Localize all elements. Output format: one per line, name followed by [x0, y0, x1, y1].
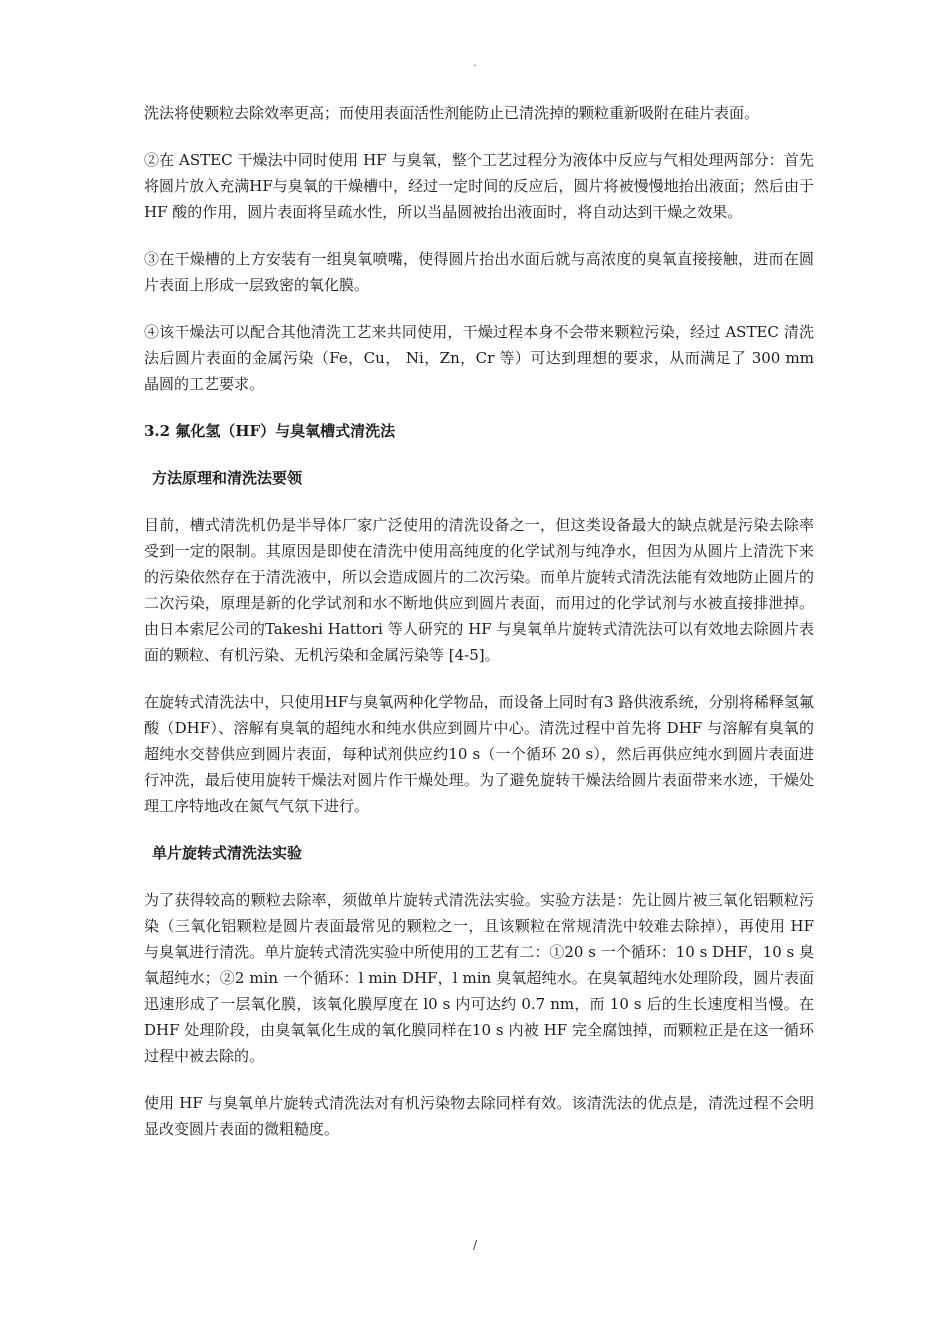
- section-heading-3-2: 3.2 氟化氢（HF）与臭氧槽式清洗法: [144, 422, 396, 440]
- header-mark: .: [473, 58, 477, 69]
- paragraph-2: ②在 ASTEC 干燥法中同时使用 HF 与臭氧，整个工艺过程分为液体中反应与气相处理两部分：首先将圆片放入充满HF与臭氧的干燥槽中，经过一定时间的反应后，圆片将被慢慢地抬出液面；然后由于HF 酸的作用，圆片表面将呈疏水性，所以当晶圆被抬出液面时，将自动达到干燥之效果。: [144, 151, 814, 221]
- paragraph-3: ③在干燥槽的上方安装有一组臭氧喷嘴，使得圆片抬出水面后就与高浓度的臭氧直接接触，进而在圆片表面上形成一层致密的氧化膜。: [144, 250, 814, 294]
- footer-mark: /: [472, 1238, 478, 1252]
- paragraph-1: 洗法将使颗粒去除效率更高；而使用表面活性剂能防止已清洗掉的颗粒重新吸附在硅片表面。: [144, 104, 760, 122]
- document-body: [144, 100, 814, 1163]
- paragraph-7: 为了获得较高的颗粒去除率，须做单片旋转式清洗法实验。实验方法是：先让圆片被三氧化铝颗粒污染（三氧化铝颗粒是圆片表面最常见的颗粒之一，且该颗粒在常规清洗中较难去除掉），再使用 HF 与臭氧进行清洗。单片旋转式清洗实验中所使用的工艺有二：①20 s 一个循环：10 s DHF，10 s 臭氧超纯水；②2 min 一个循环：l min DHF，l min 臭氧超纯水。在臭氧超纯水处理阶段，圆片表面迅速形成了一层氧化膜，该氧化膜厚度在 l0 s 内可达约 0.7 nm，而 10 s 后的生长速度相当慢。在DHF 处理阶段，由臭氧氧化生成的氧化膜同样在10 s 内被 HF 完全腐蚀掉，而颗粒正是在这一循环过程中被去除的。: [144, 891, 814, 1065]
- subheading-single-wafer-experiment: 单片旋转式清洗法实验: [152, 844, 303, 862]
- paragraph-4: ④该干燥法可以配合其他清洗工艺来共同使用，干燥过程本身不会带来颗粒污染，经过 ASTEC 清洗法后圆片表面的金属污染（Fe，Cu， Ni，Zn，Cr 等）可达到理想的要求，从而满足了 300 mm 晶圆的工艺要求。: [144, 323, 814, 393]
- paragraph-6: 在旋转式清洗法中，只使用HF与臭氧两种化学物品，而设备上同时有3 路供液系统，分别将稀释氢氟酸（DHF）、溶解有臭氧的超纯水和纯水供应到圆片中心。清洗过程中首先将 DHF 与溶解有臭氧的超纯水交替供应到圆片表面，每种试剂供应约10 s（一个循环 20 s），然后再供应纯水到圆片表面进行冲洗，最后使用旋转干燥法对圆片作干燥处理。为了避免旋转干燥法给圆片表面带来水迹，干燥处理工序特地改在氮气气氛下进行。: [144, 693, 814, 815]
- paragraph-8: 使用 HF 与臭氧单片旋转式清洗法对有机污染物去除同样有效。该清洗法的优点是，清洗过程不会明显改变圆片表面的微粗糙度。: [144, 1094, 814, 1138]
- paragraph-5: 目前，槽式清洗机仍是半导体厂家广泛使用的清洗设备之一，但这类设备最大的缺点就是污染去除率受到一定的限制。其原因是即使在清洗中使用高纯度的化学试剂与纯净水，但因为从圆片上清洗下来的污染依然存在于清洗液中，所以会造成圆片的二次污染。而单片旋转式清洗法能有效地防止圆片的二次污染，原理是新的化学试剂和水不断地供应到圆片表面，而用过的化学试剂与水被直接排泄掉。由日本索尼公司的Takeshi Hattori 等人研究的 HF 与臭氧单片旋转式清洗法可以有效地去除圆片表面的颗粒、有机污染、无机污染和金属污染等 [4-5]。: [144, 516, 814, 664]
- subheading-method-principle: 方法原理和清洗法要领: [152, 469, 303, 487]
